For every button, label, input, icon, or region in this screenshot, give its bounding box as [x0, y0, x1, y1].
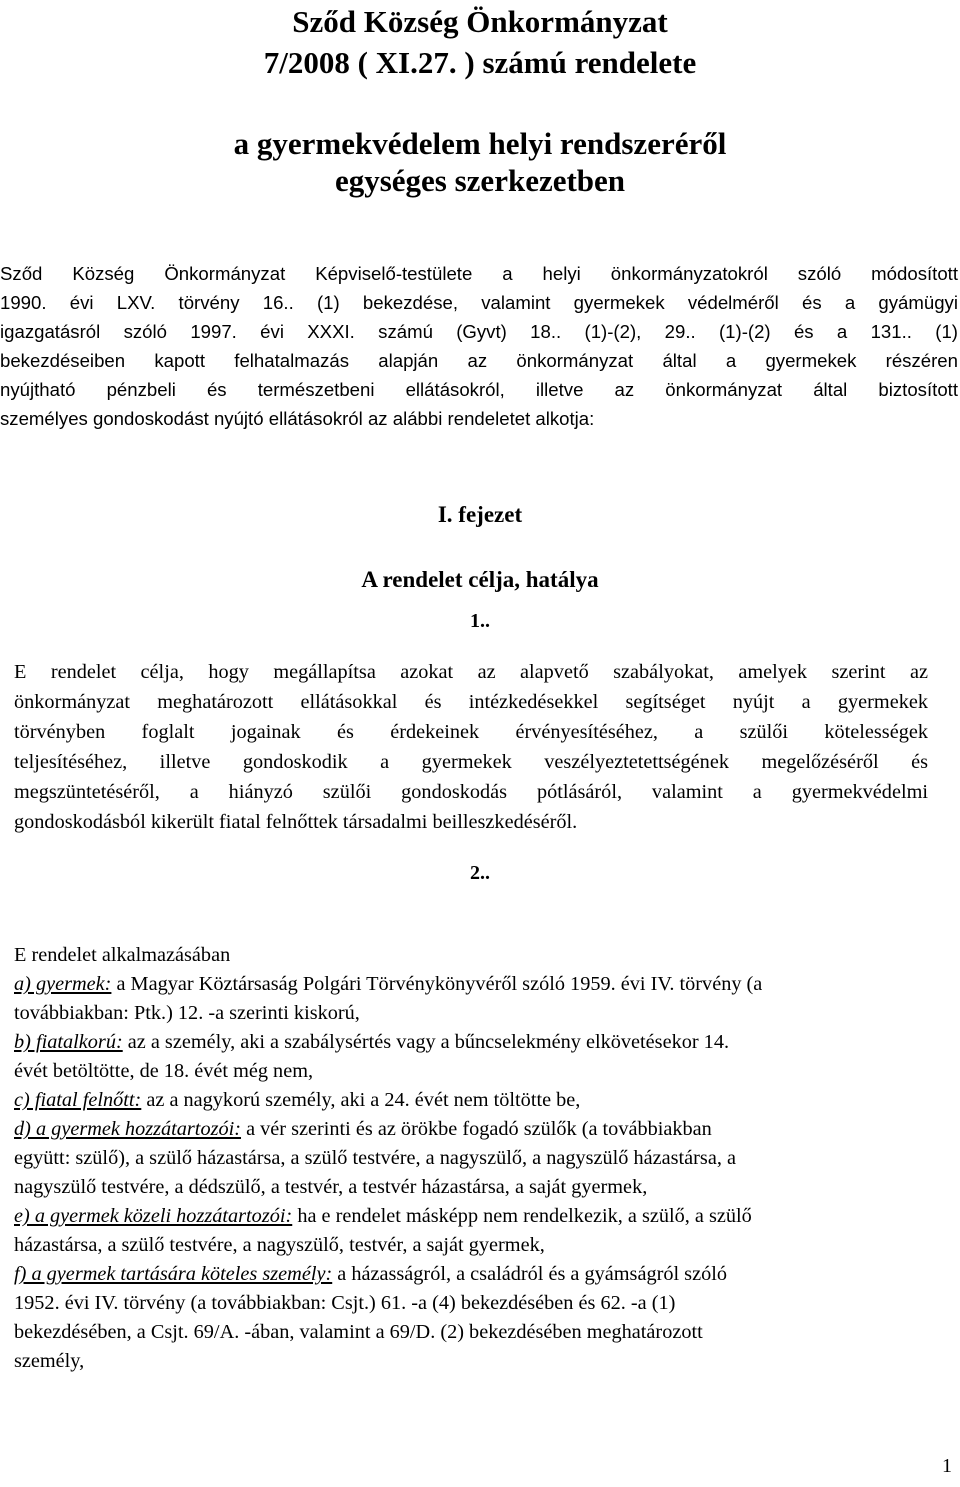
preamble: [0, 259, 958, 433]
definition-term: c) fiatal felnőtt:: [14, 1089, 142, 1111]
section-1-line: teljesítéséhez, illetve gondoskodik a gyermekek veszélyeztetettségének megelőzéséről és: [14, 751, 928, 773]
chapter-title: A rendelet célja, hatálya: [361, 567, 599, 592]
definition-c: [14, 1086, 944, 1115]
section-1-heading: 1..: [470, 610, 490, 632]
definitions-intro: E rendelet alkalmazásában: [14, 944, 231, 966]
definition-term: d) a gyermek hozzátartozói:: [14, 1118, 242, 1140]
definition-text: személy,: [14, 1350, 85, 1372]
definitions: [14, 941, 944, 1376]
section-1-text: [14, 657, 928, 837]
definition-f: [14, 1260, 944, 1289]
definition-text: házastársa, a szülő testvére, a nagyszülő, testvér, a saját gyermek,: [14, 1234, 545, 1256]
definition-text: évét betöltötte, de 18. évét még nem,: [14, 1060, 314, 1082]
header-subject: a gyermekvédelem helyi rendszeréről: [233, 126, 727, 161]
definition-e: [14, 1202, 944, 1231]
definition-text: a Magyar Köztársaság Polgári Törvénykönyvéről szóló 1959. évi IV. törvény (a: [111, 973, 763, 995]
preamble-line: bekezdéseiben kapott felhatalmazás alapján az önkormányzat által a gyermekek részéren: [0, 350, 958, 371]
page-number: 1: [942, 1455, 952, 1477]
definition-text: ha e rendelet másképp nem rendelkezik, a szülő, a szülő: [292, 1205, 752, 1227]
definition-text: továbbiakban: Ptk.) 12. -a szerinti kiskorú,: [14, 1002, 360, 1024]
definition-a: [14, 970, 944, 999]
definition-text: együtt: szülő), a szülő házastársa, a szülő testvére, a nagyszülő, a nagyszülő házastársa, a: [14, 1147, 736, 1169]
header-decree-number: 7/2008 ( XI.27. ) számú rendelete: [263, 45, 697, 80]
definition-text: nagyszülő testvére, a dédszülő, a testvér, a testvér házastársa, a saját gyermek,: [14, 1176, 648, 1198]
preamble-line: igazgatásról szóló 1997. évi XXXI. számú (Gyvt) 18.. (1)-(2), 29.. (1)-(2) és a 131.. (1): [0, 321, 958, 342]
definition-b: [14, 1028, 944, 1057]
section-1-line: önkormányzat meghatározott ellátásokkal és intézkedésekkel segítséget nyújt a gyermekek: [14, 691, 928, 713]
header-municipality: Sződ Község Önkormányzat: [292, 4, 668, 39]
definition-term: f) a gyermek tartására köteles személy:: [14, 1263, 333, 1285]
preamble-line: 1990. évi LXV. törvény 16.. (1) bekezdése, valamint gyermekek védelméről és a gyámügyi: [0, 292, 958, 313]
definition-text: az a nagykorú személy, aki a 24. évét nem töltötte be,: [141, 1089, 581, 1111]
definition-text: az a személy, aki a szabálysértés vagy a bűncselekmény elkövetésekor 14.: [122, 1031, 730, 1053]
header-consolidated: egységes szerkezetben: [334, 163, 626, 198]
preamble-line: személyes gondoskodást nyújtó ellátásokról az alábbi rendeletet alkotja:: [0, 408, 595, 429]
preamble-line: Sződ Község Önkormányzat Képviselő-testülete a helyi önkormányzatokról szóló módosított: [0, 263, 958, 284]
section-1-line: gondoskodásból kikerült fiatal felnőttek társadalmi beilleszkedéséről.: [14, 811, 578, 833]
definition-term: b) fiatalkorú:: [14, 1031, 123, 1053]
definition-text: bekezdésében, a Csjt. 69/A. -ában, valamint a 69/D. (2) bekezdésében meghatározott: [14, 1321, 703, 1343]
section-1-line: megszüntetéséről, a hiányzó szülői gondoskodás pótlásáról, valamint a gyermekvédelmi: [14, 781, 928, 803]
definition-text: a vér szerinti és az örökbe fogadó szülők (a továbbiakban: [241, 1118, 712, 1140]
preamble-line: nyújtható pénzbeli és természetbeni ellátásokról, illetve az önkormányzat által biztosított: [0, 379, 958, 400]
section-2-heading: 2..: [470, 862, 490, 884]
definition-term: a) gyermek:: [14, 973, 112, 995]
section-1-line: E rendelet célja, hogy megállapítsa azokat az alapvető szabályokat, amelyek szerint az: [14, 661, 928, 683]
definition-d: [14, 1115, 944, 1144]
chapter-number: I. fejezet: [437, 502, 523, 527]
section-1-line: törvényben foglalt jogainak és érdekeinek érvényesítéséhez, a szülői kötelességek: [14, 721, 928, 743]
definition-text: a házasságról, a családról és a gyámságról szóló: [332, 1263, 727, 1285]
definition-text: 1952. évi IV. törvény (a továbbiakban: Csjt.) 61. -a (4) bekezdésében és 62. -a (1): [14, 1292, 676, 1314]
definition-term: e) a gyermek közeli hozzátartozói:: [14, 1205, 293, 1227]
